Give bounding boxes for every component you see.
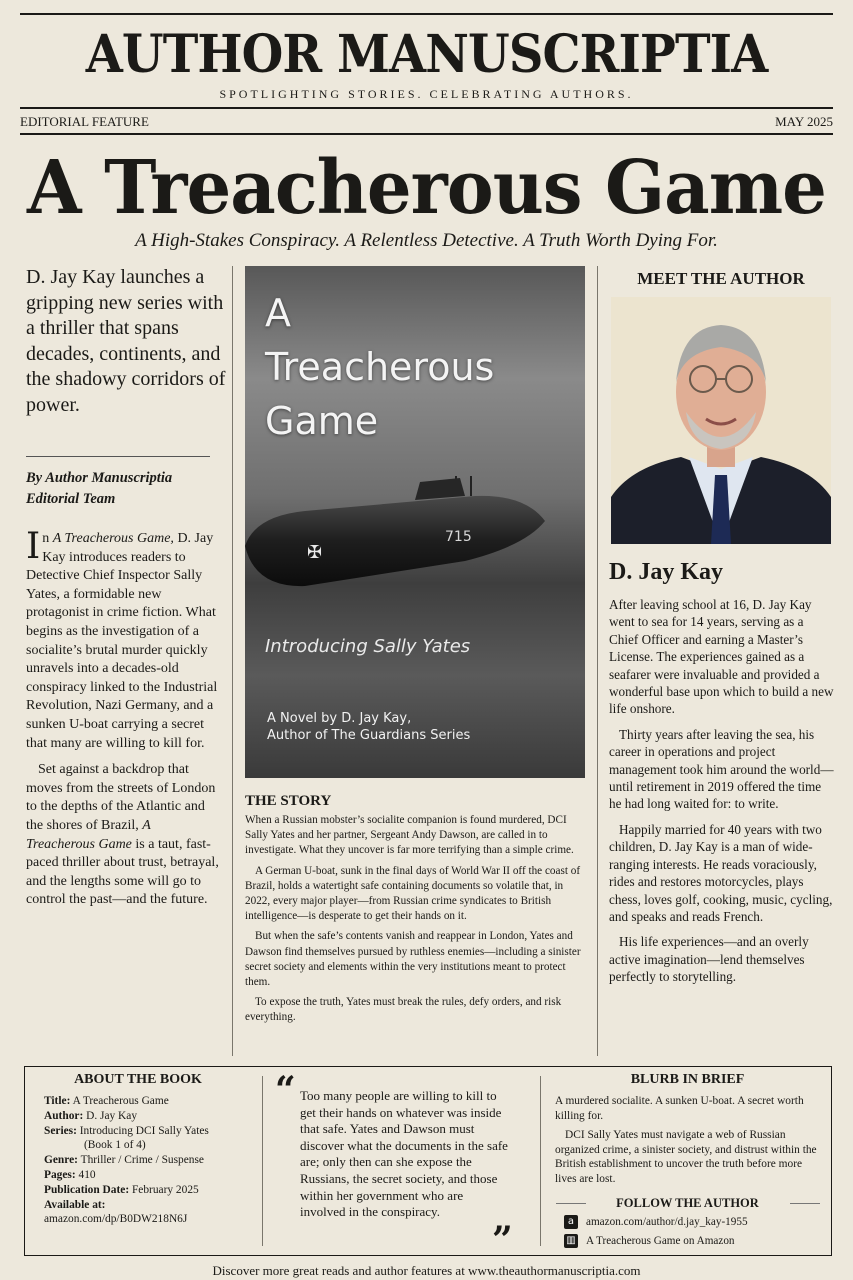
detail-series [44,1124,240,1139]
author-photo [611,297,831,544]
book-cover [245,266,585,778]
article-lede: D. Jay Kay launches a gripping new series with a thriller that spans decades, continents, and the shadowy corridors of power. [26,266,226,416]
story-paragraph: A German U-boat, sunk in the final days of World War II off the coast of Brazil, holds a watertight safe containing documents so volatile that, in 2022, every major player—from Russian crime syndicates to British intelligence—is desperate to get their hands on it. [245,864,581,923]
cover-author-line: A Novel by D. Jay Kay, [267,711,412,726]
section-label: EDITORIAL FEATURE [20,114,149,129]
amazon-icon: a [564,1215,578,1229]
detail-value: Introducing DCI Sally Yates [79,1124,209,1137]
body-paragraph [26,526,220,753]
book-icon: ▥ [564,1234,578,1248]
pull-quote: Too many people are willing to kill to get their hands on whatever was inside that safe. Yates and Dawson must discover what the documents in the safe are; only then can she expose the Russians, the secret society, and those within her government who are involved in the conspiracy. [300,1088,508,1220]
masthead-title: AUTHOR MANUSCRIPTIA [85,24,768,85]
article-headline: A Treacherous Game [27,145,826,231]
about-book-details [44,1094,240,1227]
detail-label: Author: [44,1109,84,1122]
cover-title-line: Game [265,399,379,443]
article-body [26,526,220,918]
close-quote-icon: ” [492,1219,513,1261]
detail-value: Thriller / Crime / Suspense [80,1154,204,1167]
cover-title-line: A [265,291,291,335]
detail-label: Pages: [44,1168,76,1181]
column-divider-right [597,266,598,1056]
follow-heading: FOLLOW THE AUTHOR [616,1196,759,1210]
top-rule [20,13,833,15]
follow-link-text: A Treacherous Game on Amazon [586,1235,735,1247]
detail-author [44,1109,240,1124]
cover-title [265,286,575,448]
book-title-mention: A Treacherous Game [26,817,151,852]
amazon-book-link[interactable]: amazon.com/dp/B0DW218N6J [44,1213,188,1226]
body-text: D. Jay Kay introduces readers to Detective Chief Inspector Sally Yates, a formidable new protagonist in crime fiction. What begins as the investigation of a socialite’s brutal murder quickly unravels into a decades-old conspiracy linked to the Industrial Revolution, Nazi Germany, and a sunken U-boat carrying a secret that many are willing to kill for. [26,531,218,751]
detail-pubdate [44,1183,240,1198]
cover-title-line: Treacherous [265,345,495,389]
masthead-tagline: SPOTLIGHTING STORIES. CELEBRATING AUTHORS. [219,87,634,101]
story-paragraph: But when the safe’s contents vanish and reappear in London, Yates and Dawson find themselves pursued by ruthless enemies—including a sinister secret society and elements within the very institutions meant to protect them. [245,930,581,989]
submarine-illustration [245,476,585,616]
blurb-paragraph: DCI Sally Yates must navigate a web of Russian organized crime, a sinister society, and distrust within the British establishment to uncover the truth before more lives are lost. [555,1129,817,1185]
author-portrait [611,297,831,544]
detail-label: Title: [44,1095,71,1107]
meet-the-author-heading: MEET THE AUTHOR [637,269,805,288]
article-deck: A High-Stakes Conspiracy. A Relentless Detective. A Truth Worth Dying For. [135,230,718,251]
blurb-heading: BLURB IN BRIEF [630,1072,745,1087]
bio-paragraph: His life experiences—and an overly active imagination—lend themselves perfectly to storytelling. [609,934,809,985]
masthead-rule [20,107,833,109]
follow-link-book[interactable] [564,1233,735,1249]
byline-rule [26,456,210,457]
detail-series-note: (Book 1 of 4) [84,1139,146,1152]
bio-paragraph: Thirty years after leaving the sea, his career in operations and project management took him around the world—until retirement in 2019 offered the time he had long waited for: to write. [609,726,834,812]
story-paragraph: When a Russian mobster’s socialite companion is found murdered, DCI Sally Yates and her partner, Sergeant Andy Dawson, are called in to investigate. What they uncover is far more terrifying than a simple crime. [245,814,574,857]
detail-label: Genre: [44,1154,78,1167]
dateline-rule [20,133,833,135]
blurb-text [555,1094,820,1192]
body-paragraph [26,761,220,910]
detail-label: Series: [44,1124,77,1137]
cover-series-line: Author of The Guardians Series [267,728,471,743]
cover-subtitle: Introducing Sally Yates [265,636,471,657]
issue-date: MAY 2025 [775,114,833,129]
info-divider-left [262,1076,263,1246]
drop-cap: I [26,526,41,567]
story-text [245,813,587,1031]
story-heading: THE STORY [245,793,332,809]
detail-value: February 2025 [131,1183,199,1196]
author-bio [609,596,834,994]
detail-value: 410 [78,1168,96,1181]
book-title-mention: A Treacherous Game, [52,531,174,546]
detail-pages [44,1168,240,1183]
follow-link-amazon[interactable] [564,1214,748,1230]
author-name: D. Jay Kay [609,559,723,585]
follow-link-text: amazon.com/author/d.jay_kay-1955 [586,1216,748,1228]
detail-available-label: Available at: [44,1198,106,1211]
bio-paragraph: After leaving school at 16, D. Jay Kay went to sea for 14 years, serving as a Chief Officer and earning a Master’s License. The experiences gained as a seafarer were invaluable and provided a wonderful base upon which to build a new life onshore. [609,597,834,717]
detail-value: D. Jay Kay [86,1109,138,1122]
body-text: Set against a backdrop that moves from the streets of London to the depths of the Atlantic and the shores of Brazil, [26,762,216,833]
footer-link[interactable]: Discover more great reads and author features at www.theauthormanuscriptia.com [212,1263,641,1278]
detail-value: A Treacherous Game [72,1095,169,1107]
detail-label: Publication Date: [44,1183,130,1196]
detail-genre [44,1153,240,1168]
hull-number: 715 [445,529,472,545]
detail-title [44,1094,240,1109]
article-byline: By Author Manuscriptia Editorial Team [26,470,173,507]
cover-author-credit [267,710,577,744]
blurb-paragraph: A murdered socialite. A sunken U-boat. A secret worth killing for. [555,1095,804,1122]
story-paragraph: To expose the truth, Yates must break the rules, defy orders, and risk everything. [245,996,562,1024]
column-divider-left [232,266,233,1056]
info-divider-right [540,1076,541,1246]
body-text: n [42,531,53,546]
bio-paragraph: Happily married for 40 years with two children, D. Jay Kay is a man of wide-ranging interests. He reads voraciously, rides and restores motorcycles, plays chess, loves golf, cooking, music, cycling, and speaks and reads French. [609,821,833,924]
open-quote-icon: “ [275,1069,296,1111]
about-book-heading: ABOUT THE BOOK [74,1072,202,1087]
body-text: is a taut, fast-paced thriller about trust, betrayal, and the lengths some will go to control the past—and the future. [26,836,219,908]
svg-text:✠: ✠ [307,542,323,563]
